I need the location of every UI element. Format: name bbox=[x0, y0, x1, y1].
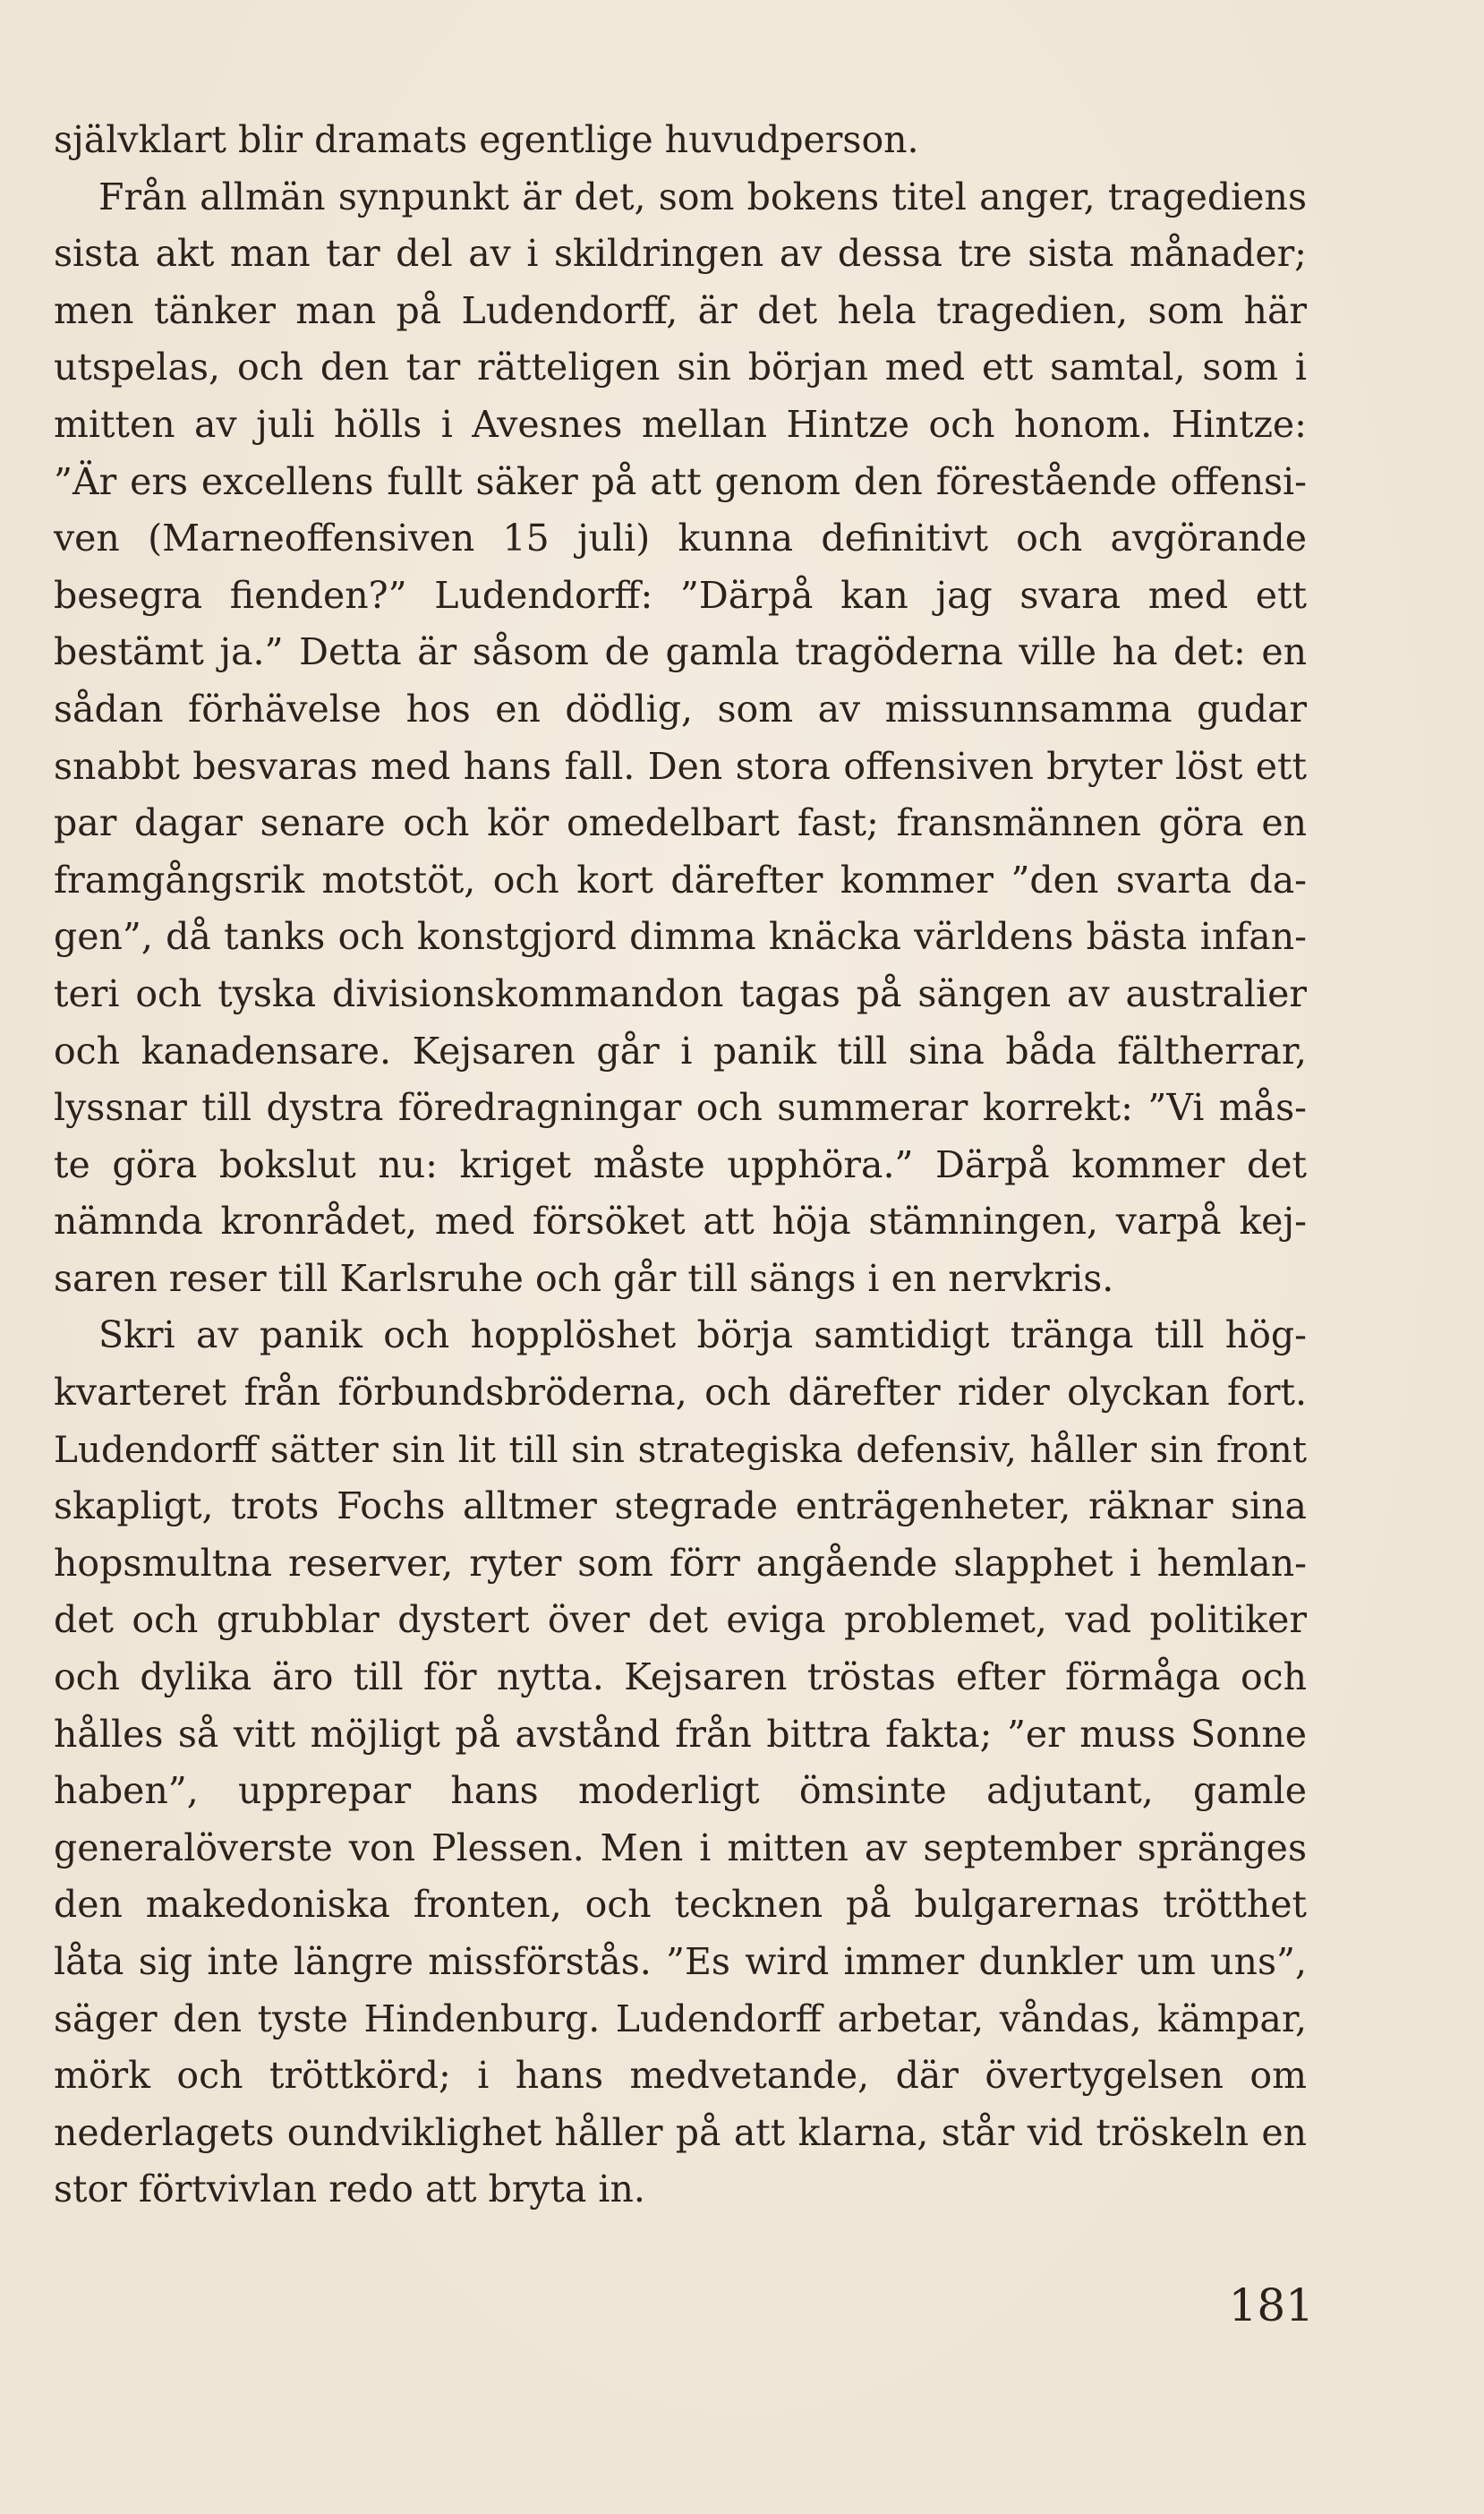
text-line: nederlagets oundviklighet håller på att klarna, står vid tröskeln en bbox=[54, 2110, 1307, 2154]
text-line: ven (Marneoffensiven 15 juli) kunna definitivt och avgörande bbox=[54, 517, 1307, 560]
text-line: framgångsrik motstöt, och kort därefter kommer ”den svarta da- bbox=[54, 858, 1307, 902]
text-line: par dagar senare och kör omedelbart fast; fransmännen göra en bbox=[54, 801, 1307, 845]
text-line: skapligt, trots Fochs alltmer stegrade enträgenheter, räknar sina bbox=[54, 1484, 1307, 1528]
text-line: det och grubblar dystert över det eviga problemet, vad politiker bbox=[54, 1598, 1307, 1642]
text-line: mörk och tröttkörd; i hans medvetande, där övertygelsen om bbox=[54, 2054, 1307, 2098]
text-line: den makedoniska fronten, och tecknen på bulgarernas trötthet bbox=[54, 1883, 1307, 1927]
page-number: 181 bbox=[1228, 2279, 1314, 2331]
text-line: lyssnar till dystra föredragningar och summerar korrekt: ”Vi mås- bbox=[54, 1086, 1307, 1130]
text-line: och kanadensare. Kejsaren går i panik till sina båda fältherrar, bbox=[54, 1029, 1307, 1073]
text-line: Ludendorff sätter sin lit till sin strategiska defensiv, håller sin front bbox=[54, 1427, 1307, 1471]
body-text bbox=[54, 112, 1307, 2219]
text-line: Från allmän synpunkt är det, som bokens titel anger, tragediens bbox=[98, 175, 1307, 218]
text-line: ”Är ers excellens fullt säker på att genom den förestående offensi- bbox=[54, 459, 1307, 503]
text-line: men tänker man på Ludendorff, är det hela tragedien, som här bbox=[54, 288, 1307, 332]
text-line: generalöverste von Plessen. Men i mitten av september spränges bbox=[54, 1826, 1307, 1869]
text-line: hopsmultna reserver, ryter som förr angående slapphet i hemlan- bbox=[54, 1541, 1307, 1585]
text-line: haben”, upprepar hans moderligt ömsinte adjutant, gamle bbox=[54, 1769, 1307, 1813]
text-line: sista akt man tar del av i skildringen av dessa tre sista månader; bbox=[54, 232, 1307, 276]
text-line: Skri av panik och hopplöshet börja samtidigt tränga till hög- bbox=[98, 1313, 1307, 1357]
text-line: snabbt besvaras med hans fall. Den stora offensiven bryter löst ett bbox=[54, 744, 1307, 788]
text-line: låta sig inte längre missförstås. ”Es wird immer dunkler um uns”, bbox=[54, 1940, 1307, 1983]
text-line: kvarteret från förbundsbröderna, och därefter rider olyckan fort. bbox=[54, 1371, 1307, 1415]
text-line: bestämt ja.” Detta är såsom de gamla tragöderna ville ha det: en bbox=[54, 630, 1307, 674]
text-line: teri och tyska divisionskommandon tagas på sängen av australier bbox=[54, 971, 1307, 1015]
text-line: utspelas, och den tar rätteligen sin början med ett samtal, som i bbox=[54, 346, 1307, 389]
text-line: nämnda kronrådet, med försöket att höja stämningen, varpå kej- bbox=[54, 1200, 1307, 1244]
text-line: te göra bokslut nu: kriget måste upphöra.” Därpå kommer det bbox=[54, 1142, 1307, 1186]
text-line: gen”, då tanks och konstgjord dimma knäcka världens bästa infan- bbox=[54, 915, 1307, 959]
text-line: besegra fienden?” Ludendorff: ”Därpå kan jag svara med ett bbox=[54, 573, 1307, 617]
text-line: stor förtvivlan redo att bryta in. bbox=[54, 2168, 645, 2211]
text-line: sådan förhävelse hos en dödlig, som av missunnsamma gudar bbox=[54, 687, 1307, 731]
text-line: mitten av juli hölls i Avesnes mellan Hintze och honom. Hintze: bbox=[54, 402, 1307, 446]
text-line: självklart blir dramats egentlige huvudperson. bbox=[54, 118, 919, 161]
text-line: saren reser till Karlsruhe och går till sängs i en nervkris. bbox=[54, 1256, 1114, 1300]
text-line: säger den tyste Hindenburg. Ludendorff arbetar, våndas, kämpar, bbox=[54, 1997, 1307, 2040]
text-line: och dylika äro till för nytta. Kejsaren tröstas efter förmåga och bbox=[54, 1655, 1307, 1699]
text-line: hålles så vitt möjligt på avstånd från bittra fakta; ”er muss Sonne bbox=[54, 1712, 1307, 1756]
